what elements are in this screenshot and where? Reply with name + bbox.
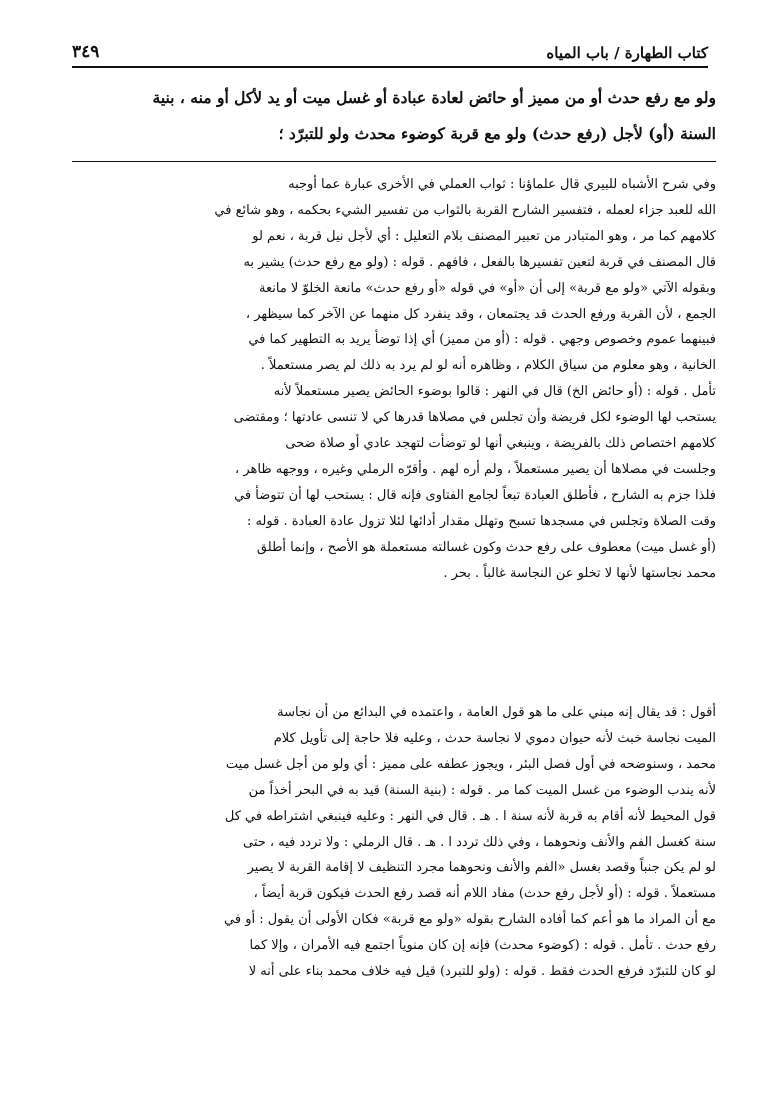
commentary-line: وجلست في مصلاها أن يصير مستعملاً ، ولم أره لهم . وأقرّه الرملي وغيره ، ووجهه ظاهر ، xyxy=(235,461,716,477)
commentary-line: مع أن المراد ما هو أعم كما أفاده الشارح بقوله «ولو مع قربة» فكان الأولى أن يقول : أو في xyxy=(224,912,716,928)
commentary-line: مستعملاً . قوله : (أو لأجل رفع حدث) مفاد اللام أنه قصد رفع الحدث فيكون قربة أيضاً ، xyxy=(253,886,716,902)
commentary-line: تأمل . قوله : (أو حائض الخ) قال في النهر : قالوا بوضوء الحائض يصير مستعملاً لأنه xyxy=(273,384,716,400)
main-text-line: ولو مع رفع حدث أو من مميز أو حائض لعادة عبادة أو غسل ميت أو يد لأكل أو منه ، بنية xyxy=(152,88,716,107)
commentary-line: محمد نجاستها لأنها لا تخلو عن النجاسة غالباً . بحر . xyxy=(443,565,716,581)
main-text xyxy=(72,80,716,152)
commentary-line: فبينهما عموم وخصوص وجهي . قوله : (أو من مميز) أي إذا توضأ يريد به التطهير كما في xyxy=(248,332,716,348)
main-text-divider xyxy=(72,161,716,162)
commentary-line: وفي شرح الأشباه للبيري قال علماؤنا : ثواب العملي في الأخرى عبارة عما أوجبه xyxy=(288,177,716,192)
commentary-line: (أو غسل ميت) معطوف على رفع حدث وكون غسالته مستعملة هو الأصح ، وإنما أطلق xyxy=(256,539,716,555)
commentary-line: سنة كغسل الفم والأنف ونحوهما ، وفي ذلك تردد ا . هـ . قال الرملي : ولا تردد فيه ، حتى xyxy=(243,834,716,850)
page-number: ٣٤٩ xyxy=(72,42,100,62)
commentary-line: لو لم يكن جنباً وقصد بغسل «الفم والأنف ونحوهما مجرد التنظيف لا إقامة القربة لا يصير xyxy=(247,860,716,876)
commentary-paragraph-2 xyxy=(72,700,716,985)
commentary-line: أقول : قد يقال إنه مبني على ما هو قول العامة ، واعتمده في البدائع من أن نجاسة xyxy=(277,705,716,720)
main-text-line: السنة (أو) لأجل (رفع حدث) ولو مع قربة كوضوء محدث ولو للتبرّد ؛ xyxy=(278,124,716,143)
running-head: كتاب الطهارة / باب المياه xyxy=(546,44,708,62)
commentary-line: الجمع ، لأن القربة ورفع الحدث قد يجتمعان ، وقد ينفرد كل منهما عن الآخر كما سيظهر ، xyxy=(245,306,716,322)
commentary-line: محمد ، وسنوضحه في أول فصل البئر ، ويجوز عطفه على مميز : أي ولو من أجل غسل ميت xyxy=(225,756,716,772)
commentary-line: الخانية ، وهو معلوم من سياق الكلام ، وظاهره أنه لو لم يرد به ذلك لم يصر مستعملاً . xyxy=(260,358,716,374)
commentary-line: وبقوله الآتي «ولو مع قربة» إلى أن «أو» في قوله «أو رفع حدث» مانعة الخلوّ لا مانعة xyxy=(259,280,716,296)
commentary-paragraph-1 xyxy=(72,172,716,587)
commentary-line: كلامهم اختصاص ذلك بالفريضة ، وينبغي أنها لو توضأت لتهجد عادي أو صلاة ضحى xyxy=(285,436,716,452)
commentary-line: قال المصنف في قربة لتعين تفسيرها بالفعل ، فافهم . قوله : (ولو مع رفع حدث) يشير به xyxy=(243,254,716,270)
commentary-line: وقت الصلاة وتجلس في مسجدها تسبح وتهلل مقدار أدائها لئلا تزول عادة العبادة . قوله : xyxy=(246,513,716,529)
commentary-line: لو كان للتبرّد فرفع الحدث فقط . قوله : (ولو للتبرد) قيل فيه خلاف محمد بناء على أنه لا xyxy=(248,964,716,980)
commentary-line: كلامهم كما مر ، وهو المتبادر من تعبير المصنف بلام التعليل : أي لأجل نيل قربة ، نعم لو xyxy=(252,228,716,244)
commentary-line: لأنه يندب الوضوء من غسل الميت كما مر . قوله : (بنية السنة) قيد به في البحر أخذاً من xyxy=(248,782,716,798)
commentary-line: فلذا جزم به الشارح ، فأطلق العبادة تبعاً لجامع الفتاوى فإنه قال : يستحب لها أن تتوضأ في xyxy=(234,487,716,503)
commentary-line: الله للعبد جزاء لعمله ، فتفسير الشارح القربة بالثواب من تفسير الشيء بحكمه ، وهو شائع في xyxy=(214,202,716,218)
commentary-line: الميت نجاسة خبث لأنه حيوان دموي لا نجاسة حدث ، وعليه فلا حاجة إلى تأويل كلام xyxy=(273,730,716,746)
page-header xyxy=(72,34,708,68)
commentary-line: قول المحيط لأنه أقام به قربة لأنه سنة ا . هـ . قال في النهر : وعليه فينبغي اشتراطه في كل xyxy=(224,808,716,824)
commentary-line: رفع حدث . تأمل . قوله : (كوضوء محدث) فإنه إن كان منوياً اجتمع فيه الأمران ، وإلا كما xyxy=(249,938,716,954)
commentary-line: يستحب لها الوضوء لكل فريضة وأن تجلس في مصلاها قدرها كي لا تنسى عادتها ؛ ومقتضى xyxy=(233,410,716,426)
